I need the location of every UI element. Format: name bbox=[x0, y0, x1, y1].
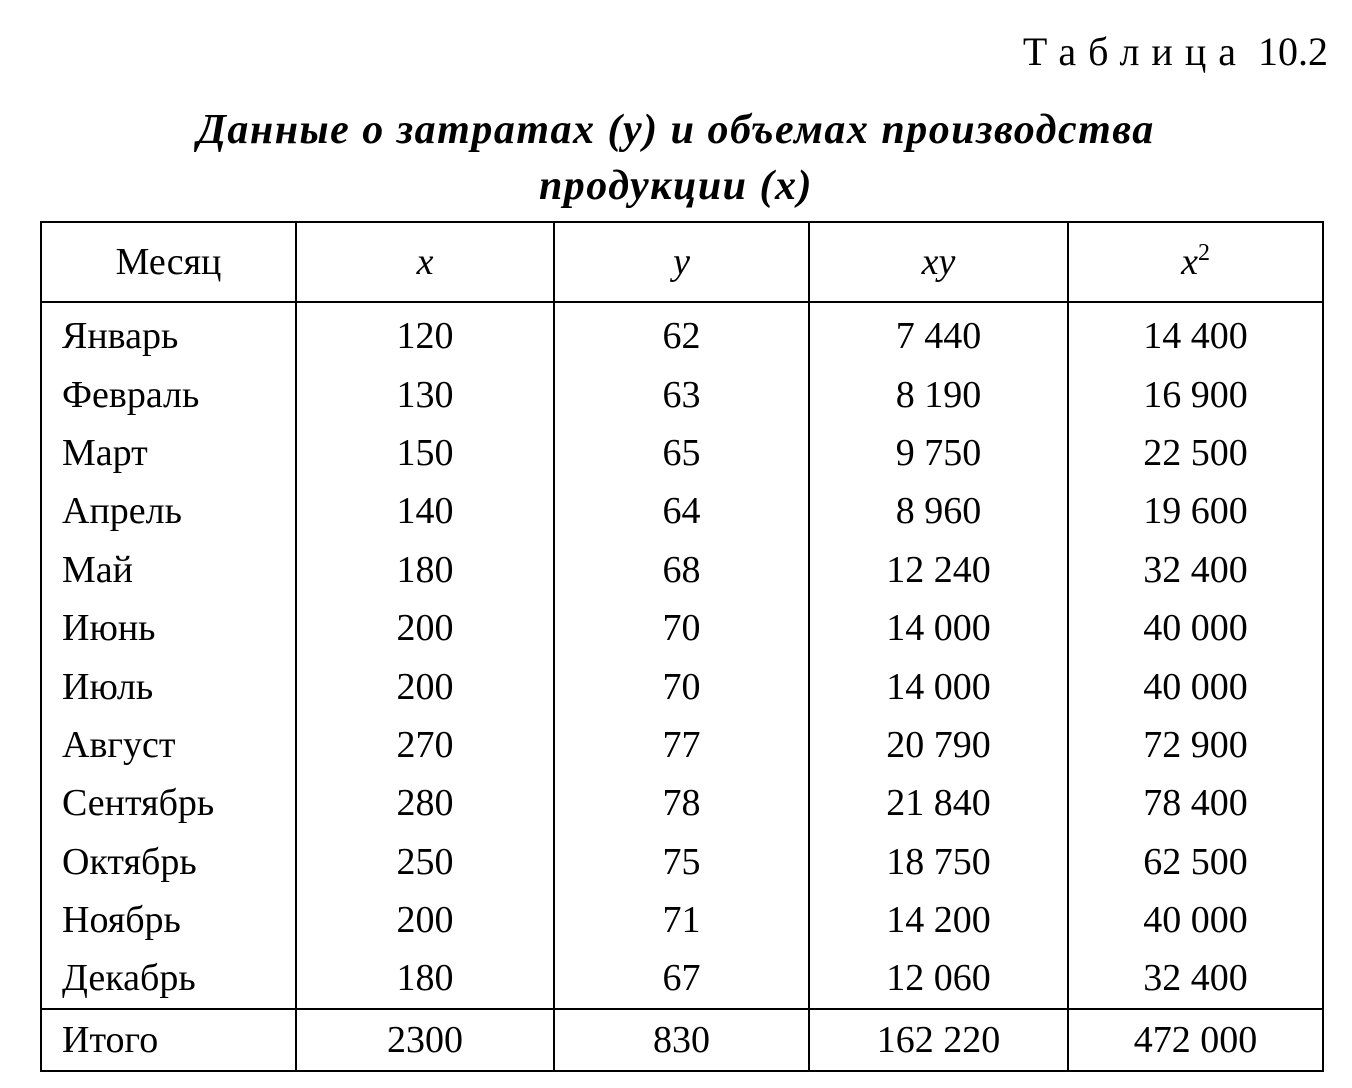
header-x-squared-exponent: 2 bbox=[1197, 240, 1210, 266]
cell-x-squared: 40 000 bbox=[1068, 891, 1323, 949]
cell-x-squared: 40 000 bbox=[1068, 657, 1323, 715]
header-xy: xy bbox=[809, 222, 1068, 302]
cell-y: 67 bbox=[554, 949, 809, 1008]
cell-x-squared: 32 400 bbox=[1068, 541, 1323, 599]
cell-x-squared: 78 400 bbox=[1068, 774, 1323, 832]
cell-month: Март bbox=[41, 424, 296, 482]
table-row bbox=[41, 774, 1323, 832]
header-x-squared bbox=[1068, 222, 1323, 302]
total-x: 2300 bbox=[296, 1009, 554, 1071]
cell-xy: 9 750 bbox=[809, 424, 1068, 482]
cell-x-squared: 72 900 bbox=[1068, 716, 1323, 774]
cell-x-squared: 14 400 bbox=[1068, 302, 1323, 365]
cell-month: Май bbox=[41, 541, 296, 599]
cell-y: 63 bbox=[554, 365, 809, 423]
cell-xy: 7 440 bbox=[809, 302, 1068, 365]
cell-y: 65 bbox=[554, 424, 809, 482]
table-row bbox=[41, 599, 1323, 657]
cell-y: 62 bbox=[554, 302, 809, 365]
header-x: x bbox=[296, 222, 554, 302]
table-row bbox=[41, 657, 1323, 715]
cell-month: Сентябрь bbox=[41, 774, 296, 832]
cell-y: 77 bbox=[554, 716, 809, 774]
cell-x: 270 bbox=[296, 716, 554, 774]
cell-month: Июнь bbox=[41, 599, 296, 657]
cell-x: 130 bbox=[296, 365, 554, 423]
cell-y: 68 bbox=[554, 541, 809, 599]
cell-x: 180 bbox=[296, 949, 554, 1008]
table-row bbox=[41, 949, 1323, 1008]
header-y: y bbox=[554, 222, 809, 302]
total-row bbox=[41, 1009, 1323, 1071]
table-word: Таблица bbox=[1022, 29, 1248, 74]
data-table bbox=[40, 221, 1324, 1072]
table-title-line-1: Данные о затратах (y) и объемах производства bbox=[197, 107, 1155, 153]
table-title-line-2: продукции (x) bbox=[538, 163, 814, 209]
total-x-squared: 472 000 bbox=[1068, 1009, 1323, 1071]
cell-y: 70 bbox=[554, 657, 809, 715]
cell-xy: 21 840 bbox=[809, 774, 1068, 832]
cell-xy: 14 200 bbox=[809, 891, 1068, 949]
cell-x-squared: 32 400 bbox=[1068, 949, 1323, 1008]
cell-x: 180 bbox=[296, 541, 554, 599]
cell-xy: 8 190 bbox=[809, 365, 1068, 423]
table-body bbox=[41, 302, 1323, 1009]
cell-month: Октябрь bbox=[41, 833, 296, 891]
cell-y: 64 bbox=[554, 482, 809, 540]
cell-x: 250 bbox=[296, 833, 554, 891]
table-number: 10.2 bbox=[1258, 29, 1328, 74]
table-row bbox=[41, 541, 1323, 599]
cell-x-squared: 22 500 bbox=[1068, 424, 1323, 482]
cell-month: Июль bbox=[41, 657, 296, 715]
header-month: Месяц bbox=[41, 222, 296, 302]
cell-xy: 12 240 bbox=[809, 541, 1068, 599]
cell-x-squared: 40 000 bbox=[1068, 599, 1323, 657]
cell-y: 78 bbox=[554, 774, 809, 832]
table-row bbox=[41, 716, 1323, 774]
cell-xy: 12 060 bbox=[809, 949, 1068, 1008]
table-title bbox=[0, 102, 1352, 214]
header-x-squared-base: x bbox=[1181, 241, 1198, 283]
cell-y: 71 bbox=[554, 891, 809, 949]
cell-x: 150 bbox=[296, 424, 554, 482]
cell-x-squared: 19 600 bbox=[1068, 482, 1323, 540]
cell-month: Февраль bbox=[41, 365, 296, 423]
table-row bbox=[41, 833, 1323, 891]
header-row bbox=[41, 222, 1323, 302]
cell-x-squared: 16 900 bbox=[1068, 365, 1323, 423]
cell-x: 280 bbox=[296, 774, 554, 832]
cell-month: Ноябрь bbox=[41, 891, 296, 949]
cell-x: 200 bbox=[296, 657, 554, 715]
cell-y: 75 bbox=[554, 833, 809, 891]
cell-xy: 8 960 bbox=[809, 482, 1068, 540]
cell-x: 200 bbox=[296, 891, 554, 949]
cell-x: 120 bbox=[296, 302, 554, 365]
cell-x: 200 bbox=[296, 599, 554, 657]
cell-xy: 14 000 bbox=[809, 657, 1068, 715]
cell-x: 140 bbox=[296, 482, 554, 540]
cell-xy: 20 790 bbox=[809, 716, 1068, 774]
total-y: 830 bbox=[554, 1009, 809, 1071]
cell-xy: 14 000 bbox=[809, 599, 1068, 657]
cell-xy: 18 750 bbox=[809, 833, 1068, 891]
cell-x-squared: 62 500 bbox=[1068, 833, 1323, 891]
table-row bbox=[41, 365, 1323, 423]
cell-y: 70 bbox=[554, 599, 809, 657]
cell-month: Август bbox=[41, 716, 296, 774]
table-row bbox=[41, 482, 1323, 540]
total-label: Итого bbox=[41, 1009, 296, 1071]
cell-month: Январь bbox=[41, 302, 296, 365]
cell-month: Апрель bbox=[41, 482, 296, 540]
total-xy: 162 220 bbox=[809, 1009, 1068, 1071]
table-row bbox=[41, 302, 1323, 365]
table-row bbox=[41, 891, 1323, 949]
cell-month: Декабрь bbox=[41, 949, 296, 1008]
table-number-label bbox=[1023, 28, 1328, 75]
table-row bbox=[41, 424, 1323, 482]
